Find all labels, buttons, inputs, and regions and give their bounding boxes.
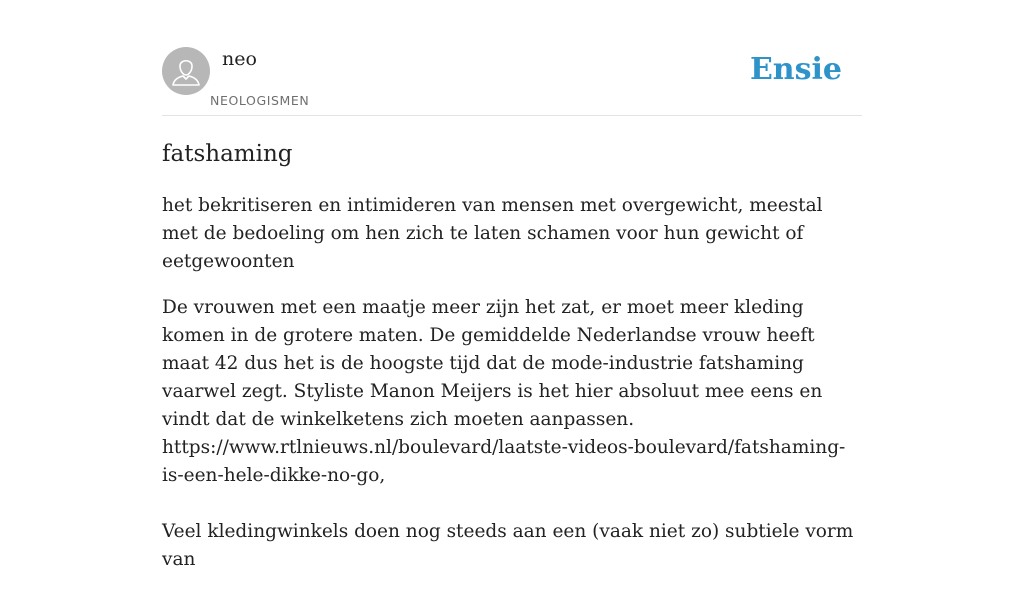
username-link[interactable]: neo xyxy=(222,48,257,70)
entry-title: fatshaming xyxy=(162,141,293,167)
brand-logo[interactable]: Ensie xyxy=(749,52,842,87)
avatar[interactable] xyxy=(162,47,210,95)
user-icon xyxy=(162,47,210,95)
entry-content xyxy=(162,192,862,592)
entry-definition: het bekritiseren en intimideren van mensen met overgewicht, meestal met de bedoeling om hen zich te laten schamen voor hun gewicht of eetgewoonten xyxy=(162,195,823,272)
entry-example: De vrouwen met een maatje meer zijn het zat, er moet meer kleding komen in de grotere maten. De gemiddelde Nederlandse vrouw heeft maat 42 dus het is de hoogste tijd dat de mode-industrie fatshaming vaarwel zegt. Styliste Manon Meijers is het hier absoluut mee eens en vindt dat de winkelketens zich moeten aanpassen. https://www.rtlnieuws.nl/boulevard/laatste-videos-boulevard/fatshaming-is-een-hele-dikke-no-go, Veel kledingwinkels doen nog steeds aan een (vaak niet zo) subtiele vorm van xyxy=(162,297,854,570)
entry-header xyxy=(162,47,862,116)
category-label[interactable]: NEOLOGISMEN xyxy=(210,93,310,108)
